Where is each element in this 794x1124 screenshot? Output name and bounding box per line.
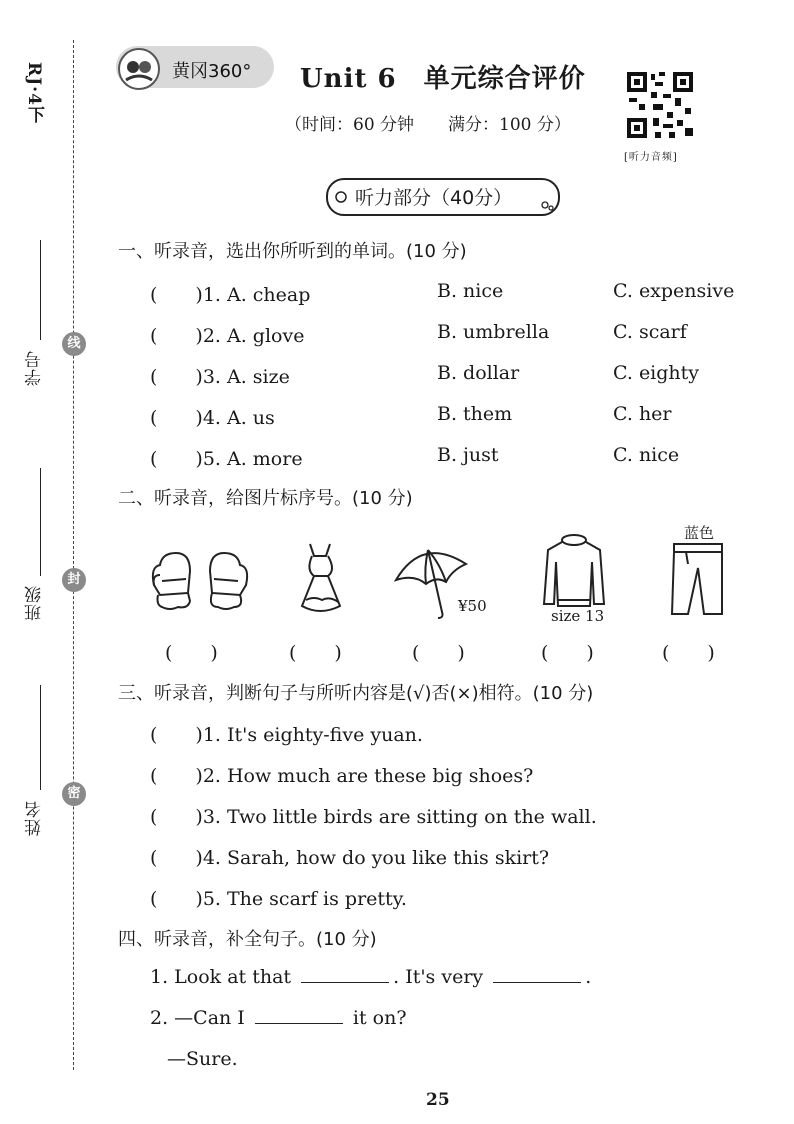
class-line[interactable] (40, 468, 41, 576)
sweater-icon (538, 530, 610, 614)
s1-item-1-c: C. expensive (613, 280, 735, 302)
seal-feng: 封 (62, 568, 86, 592)
s4-line-1 (150, 966, 591, 988)
s4-line-2-b: it on? (352, 1007, 407, 1029)
s1-item-1-a[interactable]: ( )1. A. cheap (150, 284, 311, 306)
s4-blank-1[interactable] (301, 981, 389, 983)
s3-item-5[interactable]: ( )5. The scarf is pretty. (150, 888, 407, 910)
s4-line-2 (150, 1007, 407, 1029)
dress-icon (284, 540, 356, 622)
s1-item-3-a[interactable]: ( )3. A. size (150, 366, 290, 388)
s4-line-2-a: 2. —Can I (150, 1007, 245, 1029)
s1-item-4-c: C. her (613, 403, 672, 425)
section-4-heading: 四、听录音，补全句子。(10 分) (118, 929, 377, 950)
book-code: RJ·4下 (24, 62, 44, 124)
s4-blank-3[interactable] (255, 1022, 343, 1024)
s2-paren-2[interactable]: ( ) (289, 642, 342, 664)
class-label: 班级 (25, 585, 45, 621)
section-1-heading: 一、听录音，选出你所听到的单词。(10 分) (118, 241, 467, 262)
logo-text: 黄冈360° (172, 61, 252, 82)
mittens-icon (148, 545, 252, 619)
logo-kids-icon (118, 48, 160, 90)
pants-icon (666, 542, 730, 622)
qr-caption: [听力音频] (624, 152, 678, 163)
seal-xian: 线 (62, 332, 86, 356)
name-label: 姓名 (25, 800, 45, 836)
pants-color: 蓝色 (684, 524, 715, 542)
banner-title: 听力部分（40分） (355, 187, 513, 209)
s2-paren-5[interactable]: ( ) (662, 642, 715, 664)
s1-item-3-c: C. eighty (613, 362, 700, 384)
s4-line-3: —Sure. (167, 1048, 238, 1070)
page-title: Unit 6 单元综合评价 (300, 64, 586, 94)
s2-paren-1[interactable]: ( ) (165, 642, 218, 664)
s1-item-3-b: B. dollar (437, 362, 520, 384)
s1-item-5-b: B. just (437, 444, 499, 466)
s4-line-1-c: . (585, 966, 592, 988)
seal-mi: 密 (62, 782, 86, 806)
student-no-label: 学号 (25, 350, 45, 386)
s1-item-5-a[interactable]: ( )5. A. more (150, 448, 303, 470)
s1-item-5-c: C. nice (613, 444, 680, 466)
s1-item-2-c: C. scarf (613, 321, 687, 343)
s1-item-4-a[interactable]: ( )4. A. us (150, 407, 275, 429)
student-no-line[interactable] (40, 240, 41, 340)
sweater-size: size 13 (551, 607, 605, 625)
section-2-heading: 二、听录音，给图片标序号。(10 分) (118, 488, 413, 509)
name-line[interactable] (40, 685, 41, 790)
umbrella-price: ¥50 (458, 597, 487, 615)
s3-item-4[interactable]: ( )4. Sarah, how do you like this skirt? (150, 847, 550, 869)
s1-item-4-b: B. them (437, 403, 513, 425)
s4-blank-2[interactable] (493, 981, 581, 983)
cut-line (73, 40, 74, 1070)
s1-item-1-b: B. nice (437, 280, 504, 302)
s4-line-1-a: 1. Look at that (150, 966, 292, 988)
s3-item-2[interactable]: ( )2. How much are these big shoes? (150, 765, 534, 787)
section-3-heading: 三、听录音，判断句子与所听内容是(√)否(×)相符。(10 分) (118, 683, 594, 704)
s3-item-1[interactable]: ( )1. It's eighty-five yuan. (150, 724, 423, 746)
s2-paren-3[interactable]: ( ) (412, 642, 465, 664)
s1-item-2-b: B. umbrella (437, 321, 550, 343)
time-score-info: （时间：60 分钟 满分：100 分） (285, 115, 571, 135)
s4-line-1-b: . It's very (393, 966, 484, 988)
s2-paren-4[interactable]: ( ) (541, 642, 594, 664)
page-number: 25 (426, 1090, 450, 1110)
s1-item-2-a[interactable]: ( )2. A. glove (150, 325, 305, 347)
qr-code-icon[interactable] (625, 70, 695, 140)
s3-item-3[interactable]: ( )3. Two little birds are sitting on the wall. (150, 806, 597, 828)
